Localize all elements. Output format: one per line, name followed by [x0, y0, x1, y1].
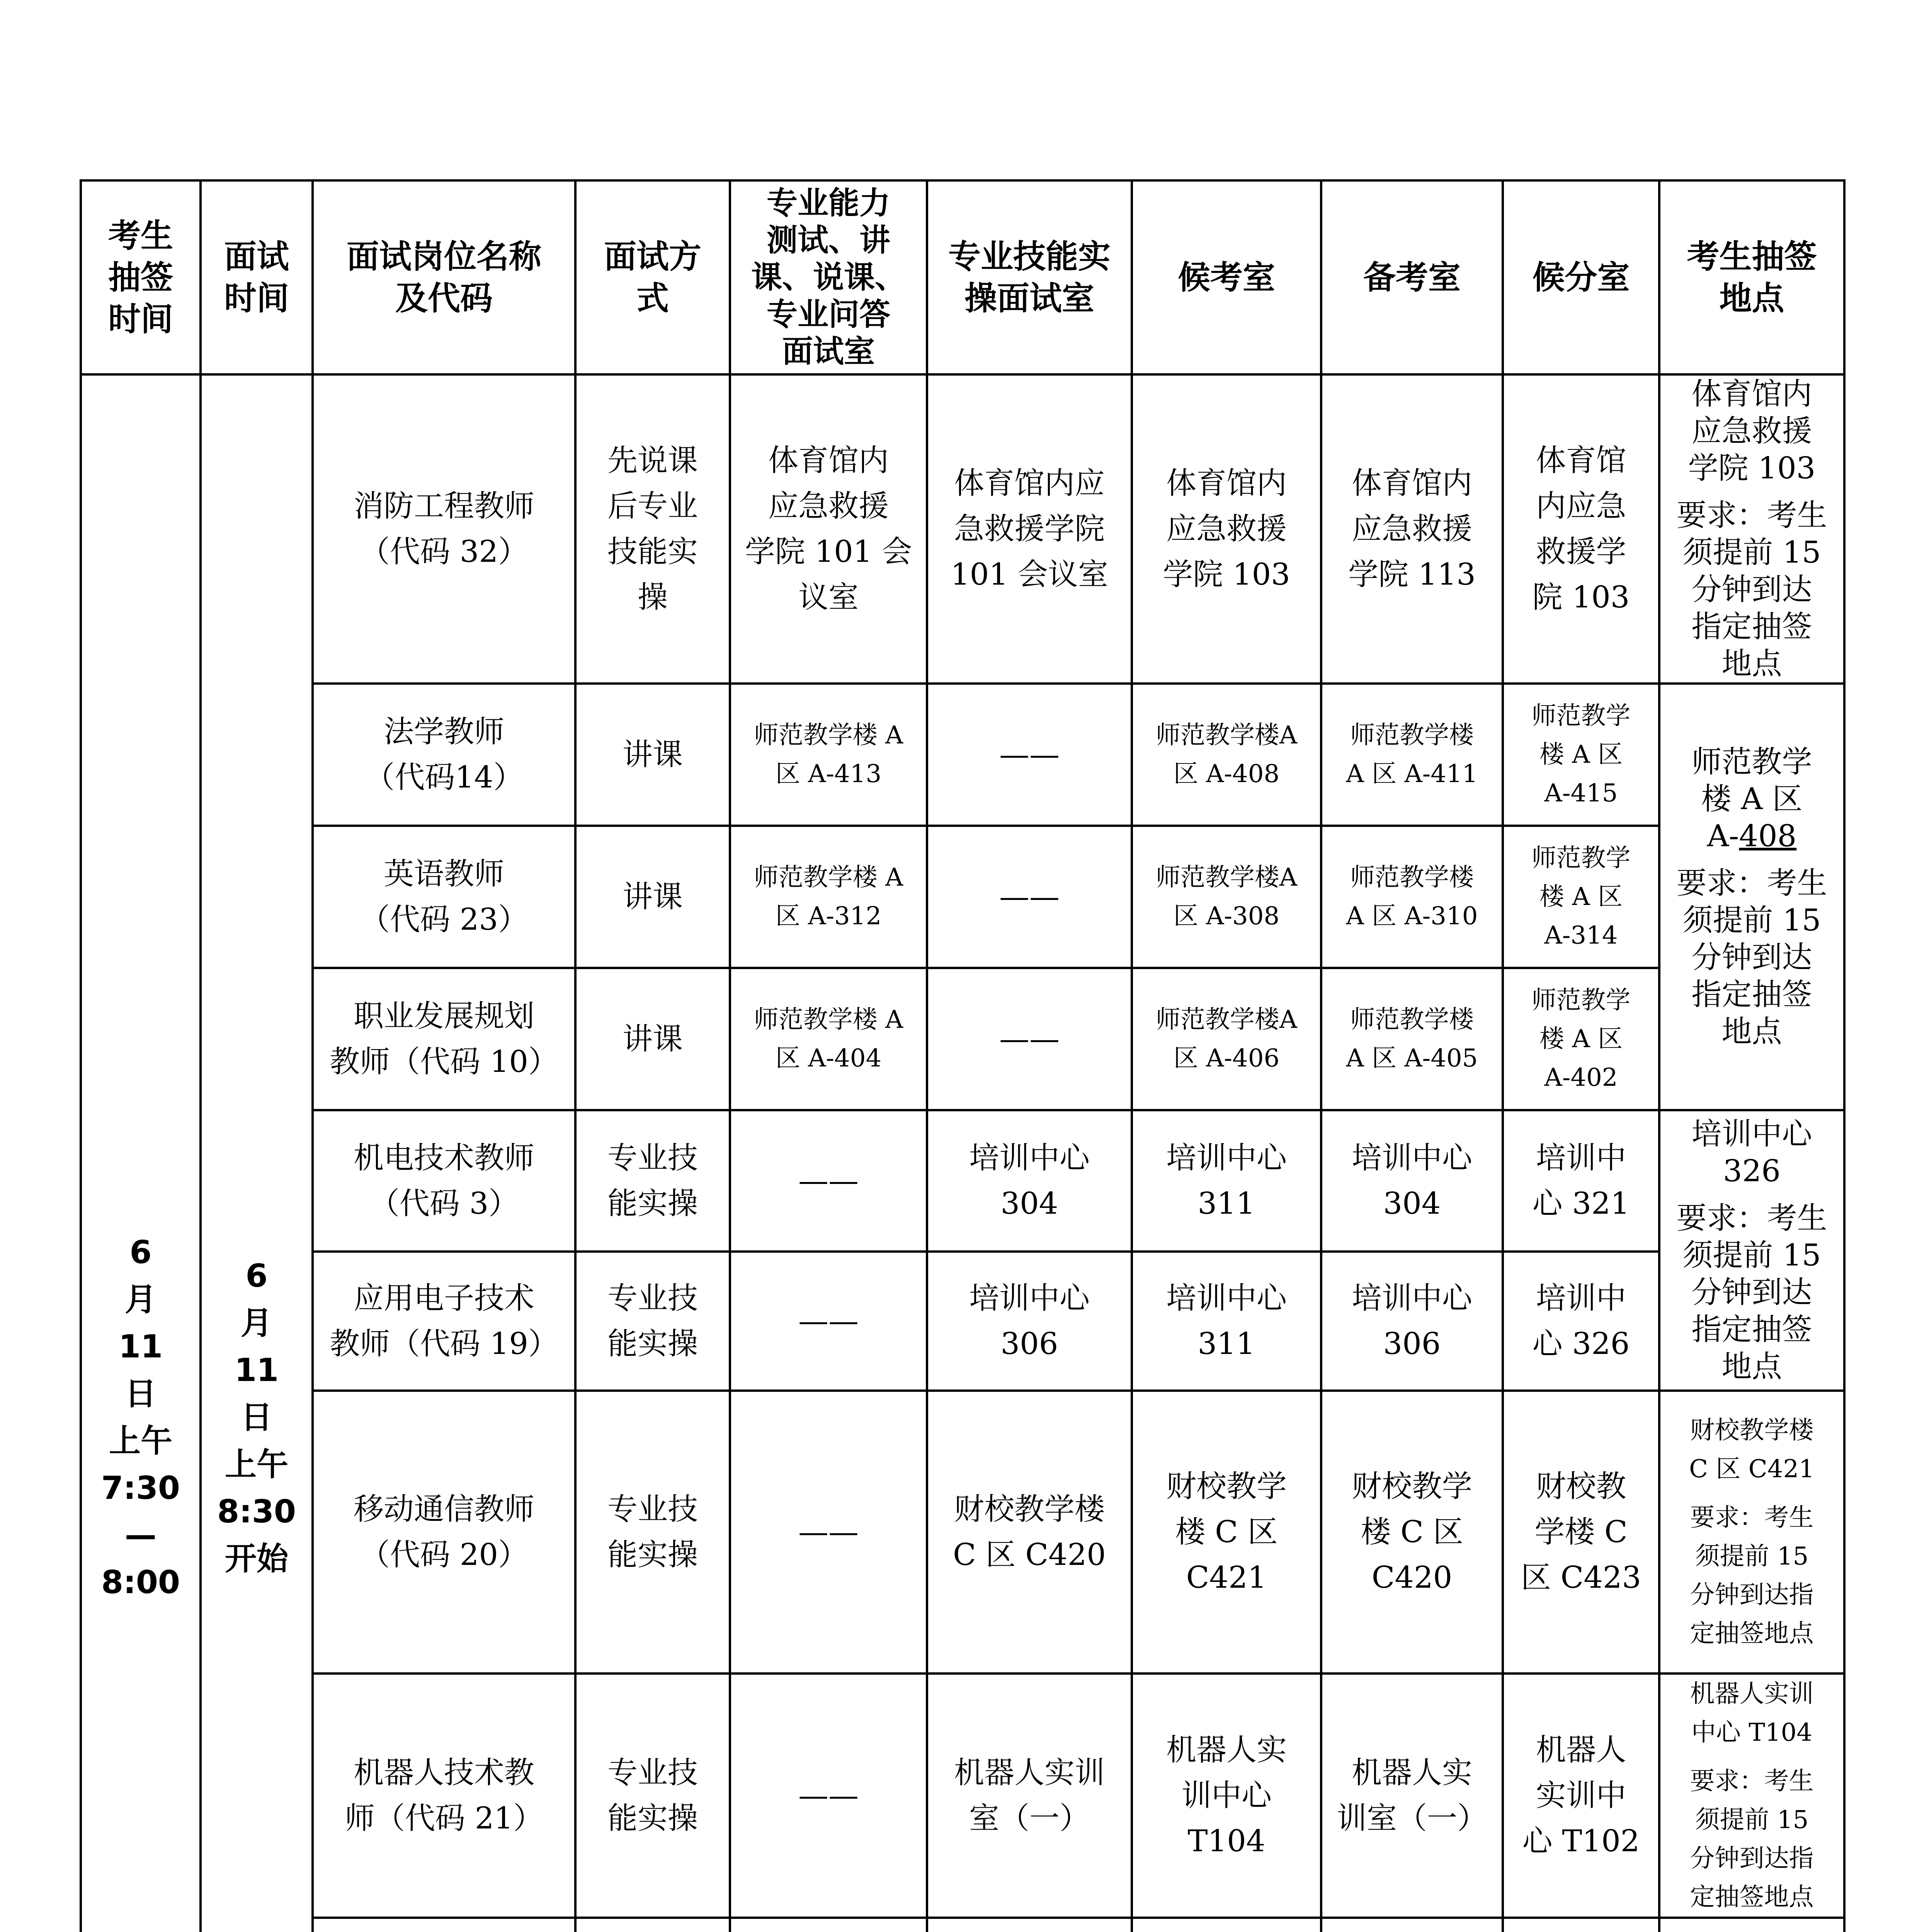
- score-waiting-room-cell: 师范教学 楼 A 区 A-314: [1503, 826, 1659, 968]
- table-row: [81, 1110, 1844, 1252]
- prep-room-cell: 体育馆内 应急救援 学院 113: [1321, 374, 1503, 684]
- table-row: [81, 1918, 1844, 1932]
- prep-room-cell: 培训中心 306: [1321, 1252, 1503, 1391]
- waiting-room-cell: 培训中心 311: [1132, 1252, 1321, 1391]
- draw-location-cell: 财校教学楼 C 区 C421 要求：考生 须提前 15 分钟到达指 定抽签地点: [1659, 1391, 1844, 1673]
- interview-schedule-table: [80, 179, 1846, 1932]
- table-row: [81, 374, 1844, 684]
- lecture-room-cell: ——: [730, 1673, 927, 1918]
- draw-location-cell: 培训中心 326 要求：考生 须提前 15 分钟到达 指定抽签 地点: [1659, 1110, 1844, 1391]
- skill-room-cell: ——: [927, 684, 1132, 826]
- header-position: 面试岗位名称 及代码: [313, 180, 575, 374]
- score-waiting-room-cell: 机器人 实训中 心 T102: [1503, 1673, 1659, 1918]
- score-waiting-room-cell: 体育馆 内应急 救援学 院 103: [1503, 374, 1659, 684]
- header-score-waiting-room: 候分室: [1503, 180, 1659, 374]
- lecture-room-cell: ——: [730, 1110, 927, 1252]
- position-cell: 法学教师 （代码14）: [313, 684, 575, 826]
- table-row: [81, 1391, 1844, 1673]
- prep-room-cell: 师范教学楼 A 区 A-411: [1321, 684, 1503, 826]
- lecture-room-cell: 师范教学楼 A 区 A-312: [730, 826, 927, 968]
- position-cell: 消防工程教师 （代码 32）: [313, 374, 575, 684]
- position-cell: 机电技术教师 （代码 3）: [313, 1110, 575, 1252]
- position-cell: 移动通信教师 （代码 20）: [313, 1391, 575, 1673]
- position-cell: [313, 1918, 575, 1932]
- skill-room-cell: 培训中心 304: [927, 1110, 1132, 1252]
- skill-room-cell: 体育馆内应 急救援学院 101 会议室: [927, 374, 1132, 684]
- waiting-room-cell: 师范教学楼A 区 A-406: [1132, 968, 1321, 1110]
- header-draw-time: 考生 抽签 时间: [81, 180, 201, 374]
- skill-room-cell: 培训中心 306: [927, 1252, 1132, 1391]
- waiting-room-cell: 培训中心 311: [1132, 1110, 1321, 1252]
- skill-room-cell: 机器人实训 室（一）: [927, 1673, 1132, 1918]
- lecture-room-cell: ——: [730, 1252, 927, 1391]
- score-waiting-room-cell: 财校教 学楼 C 区 C423: [1503, 1391, 1659, 1673]
- position-cell: 职业发展规划 教师（代码 10）: [313, 968, 575, 1110]
- draw-time-cell: 6 月 11 日 上午 7:30 — 8:00: [81, 374, 201, 1932]
- skill-room-cell: [927, 1918, 1132, 1932]
- draw-location-cell: 机器人实训 中心 T104 要求：考生 须提前 15 分钟到达指 定抽签地点: [1659, 1673, 1844, 1918]
- method-cell: 专业技 能实操: [575, 1110, 730, 1252]
- waiting-room-cell: 师范教学楼A 区 A-308: [1132, 826, 1321, 968]
- table-row: [81, 1673, 1844, 1918]
- skill-room-cell: 财校教学楼 C 区 C420: [927, 1391, 1132, 1673]
- lecture-room-cell: [730, 1918, 927, 1932]
- position-cell: 机器人技术教 师（代码 21）: [313, 1673, 575, 1918]
- table-row: [81, 1252, 1844, 1391]
- waiting-room-cell: [1132, 1918, 1321, 1932]
- method-cell: 专业技 能实操: [575, 1391, 730, 1673]
- position-cell: 应用电子技术 教师（代码 19）: [313, 1252, 575, 1391]
- waiting-room-cell: 体育馆内 应急救援 学院 103: [1132, 374, 1321, 684]
- method-cell: [575, 1918, 730, 1932]
- lecture-room-cell: 师范教学楼 A 区 A-413: [730, 684, 927, 826]
- table-row: [81, 684, 1844, 826]
- header-prep-room: 备考室: [1321, 180, 1503, 374]
- method-cell: 先说课 后专业 技能实 操: [575, 374, 730, 684]
- draw-location-cell: 体育馆内 应急救援 学院 103 要求：考生 须提前 15 分钟到达 指定抽签 地点: [1659, 374, 1844, 684]
- header-waiting-room: 候考室: [1132, 180, 1321, 374]
- prep-room-cell: [1321, 1918, 1503, 1932]
- header-lecture-room: 专业能力 测试、讲 课、说课、 专业问答 面试室: [730, 180, 927, 374]
- score-waiting-room-cell: 培训中 心 321: [1503, 1110, 1659, 1252]
- table-row: [81, 968, 1844, 1110]
- prep-room-cell: 财校教学 楼 C 区 C420: [1321, 1391, 1503, 1673]
- waiting-room-cell: 机器人实 训中心 T104: [1132, 1673, 1321, 1918]
- header-draw-location: 考生抽签 地点: [1659, 180, 1844, 374]
- method-cell: 专业技 能实操: [575, 1673, 730, 1918]
- prep-room-cell: 培训中心 304: [1321, 1110, 1503, 1252]
- skill-room-cell: ——: [927, 968, 1132, 1110]
- method-cell: 讲课: [575, 968, 730, 1110]
- prep-room-cell: 师范教学楼 A 区 A-310: [1321, 826, 1503, 968]
- score-waiting-room-cell: 培训中 心 326: [1503, 1252, 1659, 1391]
- draw-location-cell: 师范教学 楼 A 区 A-408 要求：考生 须提前 15 分钟到达 指定抽签 地点: [1659, 684, 1844, 1110]
- skill-room-cell: ——: [927, 826, 1132, 968]
- lecture-room-cell: ——: [730, 1391, 927, 1673]
- lecture-room-cell: 师范教学楼 A 区 A-404: [730, 968, 927, 1110]
- draw-location-cell: [1659, 1918, 1844, 1932]
- position-cell: 英语教师 （代码 23）: [313, 826, 575, 968]
- method-cell: 专业技 能实操: [575, 1252, 730, 1391]
- header-skill-room: 专业技能实 操面试室: [927, 180, 1132, 374]
- score-waiting-room-cell: 师范教学 楼 A 区 A-415: [1503, 684, 1659, 826]
- prep-room-cell: 师范教学楼 A 区 A-405: [1321, 968, 1503, 1110]
- score-waiting-room-cell: [1503, 1918, 1659, 1932]
- header-row: [81, 180, 1844, 374]
- waiting-room-cell: 财校教学 楼 C 区 C421: [1132, 1391, 1321, 1673]
- method-cell: 讲课: [575, 826, 730, 968]
- score-waiting-room-cell: 师范教学 楼 A 区 A-402: [1503, 968, 1659, 1110]
- prep-room-cell: 机器人实 训室（一）: [1321, 1673, 1503, 1918]
- method-cell: 讲课: [575, 684, 730, 826]
- lecture-room-cell: 体育馆内 应急救援 学院 101 会 议室: [730, 374, 927, 684]
- waiting-room-cell: 师范教学楼A 区 A-408: [1132, 684, 1321, 826]
- table-row: [81, 826, 1844, 968]
- header-interview-time: 面试 时间: [201, 180, 313, 374]
- interview-time-cell: 6 月 11 日 上午 8:30 开始: [201, 374, 313, 1932]
- header-method: 面试方 式: [575, 180, 730, 374]
